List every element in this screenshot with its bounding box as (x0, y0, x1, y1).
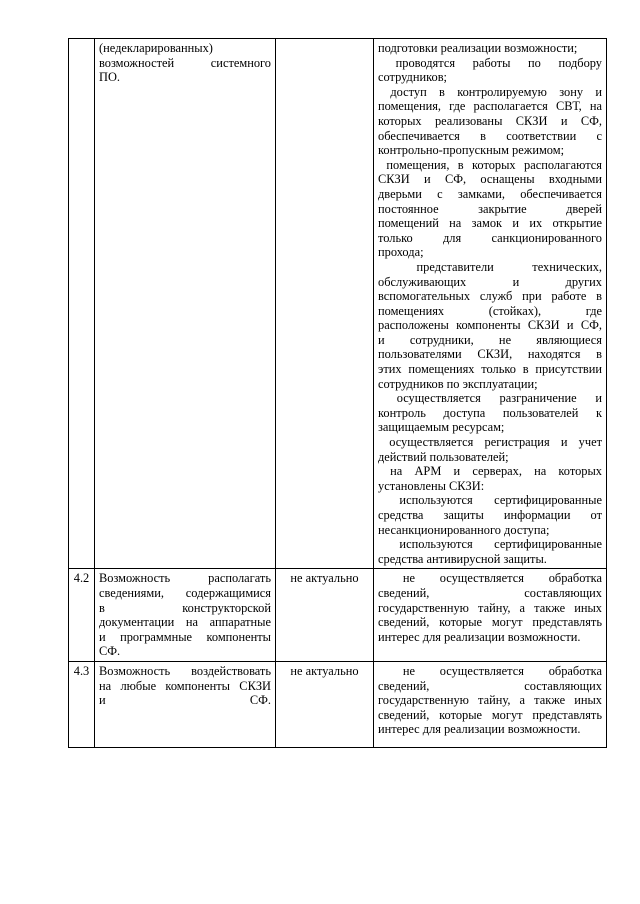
relevance-cell: не актуально (276, 569, 374, 662)
measure-line: дверьми с замками, обеспечивается (378, 186, 602, 201)
measures-cell (374, 39, 607, 569)
measure-line: вспомогательных служб при работе в (378, 289, 602, 304)
relevance-cell (276, 39, 374, 569)
measure-line: не осуществляется обработка (378, 571, 602, 586)
threat-description-cell (95, 39, 276, 569)
description-line: (недекларированных) (99, 41, 213, 55)
measure-line: помещения, в которых располагаются (378, 157, 602, 172)
relevance-cell: не актуально (276, 661, 374, 747)
description-line: ПО. (99, 70, 120, 85)
description-line: сведениями, содержащимися (99, 585, 271, 600)
measure-line: сотрудников; (378, 70, 447, 85)
measure-line: государственную тайну, а также иных (378, 693, 602, 708)
measure-line: сведений, составляющих (378, 585, 602, 600)
table-row (69, 569, 607, 662)
measure-line: прохода; (378, 245, 424, 260)
cell-spacer (378, 644, 602, 652)
measure-line: сведений, составляющих (378, 678, 602, 693)
cell-spacer (378, 737, 602, 745)
measure-line: пользователями СКЗИ, находятся в (378, 347, 602, 362)
measure-line: используются сертифицированные (378, 537, 602, 552)
measure-line: средства защиты информации от (378, 508, 602, 522)
description-line: СФ. (99, 644, 121, 659)
threat-table (68, 38, 607, 748)
measure-line: этих помещениях только в присутствии (378, 362, 602, 377)
measure-line: государственную тайну, а также иных (378, 600, 602, 615)
measure-line: помещений на замок и их открытие (378, 216, 602, 231)
measure-line: сведений, которые могут представлять (378, 615, 602, 630)
description-line: возможностей системного (99, 55, 271, 70)
measure-line: сведений, которые могут представлять (378, 707, 602, 722)
measure-line: и сотрудники, не являющиеся (378, 332, 602, 347)
threat-description-cell (95, 569, 276, 662)
measure-line: постоянное закрытие дверей (378, 201, 602, 216)
measure-line: на АРМ и серверах, на которых (378, 464, 602, 479)
measure-line: проводятся работы по подбору (378, 55, 602, 70)
measure-line: интерес для реализации возможности. (378, 722, 581, 737)
row-number: 4.2 (69, 569, 95, 662)
row-number: 4.3 (69, 661, 95, 747)
threat-description-cell (95, 661, 276, 747)
measure-line: сотрудников по эксплуатации; (378, 376, 538, 391)
row-number (69, 39, 95, 569)
description-line: и СФ. (99, 693, 271, 708)
description-line: Возможность воздействовать (99, 663, 271, 678)
measure-line: только для санкционированного (378, 230, 602, 245)
measures-cell (374, 661, 607, 747)
measure-line: осуществляется разграничение и (378, 391, 602, 406)
measure-line: контроль доступа пользователей к (378, 405, 602, 420)
measure-line: обслуживающих и других (378, 274, 602, 289)
description-line: документации на аппаратные (99, 615, 271, 630)
description-line: Возможность располагать (99, 571, 271, 586)
measure-line: не осуществляется обработка (378, 663, 602, 678)
measure-line: действий пользователей; (378, 449, 509, 464)
description-line: и программные компоненты (99, 629, 271, 644)
measure-line: средства антивирусной защиты. (378, 551, 547, 566)
measure-line: обеспечивается в соответствии с (378, 128, 602, 143)
measure-line: используются сертифицированные (378, 493, 602, 508)
measure-line: установлены СКЗИ: (378, 478, 485, 493)
measure-line: защищаемым ресурсам; (378, 420, 505, 435)
measure-line: помещения, где располагается СВТ, на (378, 99, 602, 114)
measure-line: контрольно-пропускным режимом; (378, 143, 565, 158)
measure-line: СКЗИ и СФ, оснащены входными (378, 172, 602, 187)
measures-cell (374, 569, 607, 662)
measure-line: представители технических, (378, 259, 602, 274)
measure-line: осуществляется регистрация и учет (378, 435, 602, 450)
measure-line: расположены компоненты СКЗИ и СФ, (378, 318, 602, 333)
measure-line: интерес для реализации возможности. (378, 629, 581, 644)
measure-line: помещениях (стойках), где (378, 303, 602, 318)
measure-line: которых реализованы СКЗИ и СФ, (378, 113, 602, 128)
measure-line: несанкционированного доступа; (378, 522, 550, 537)
table-row (69, 39, 607, 569)
measure-line: подготовки реализации возможности; (378, 41, 578, 55)
table-row (69, 661, 607, 747)
measure-line: доступ в контролируемую зону и (378, 84, 602, 99)
description-line: в конструкторской (99, 600, 271, 615)
description-line: на любые компоненты СКЗИ (99, 678, 271, 693)
